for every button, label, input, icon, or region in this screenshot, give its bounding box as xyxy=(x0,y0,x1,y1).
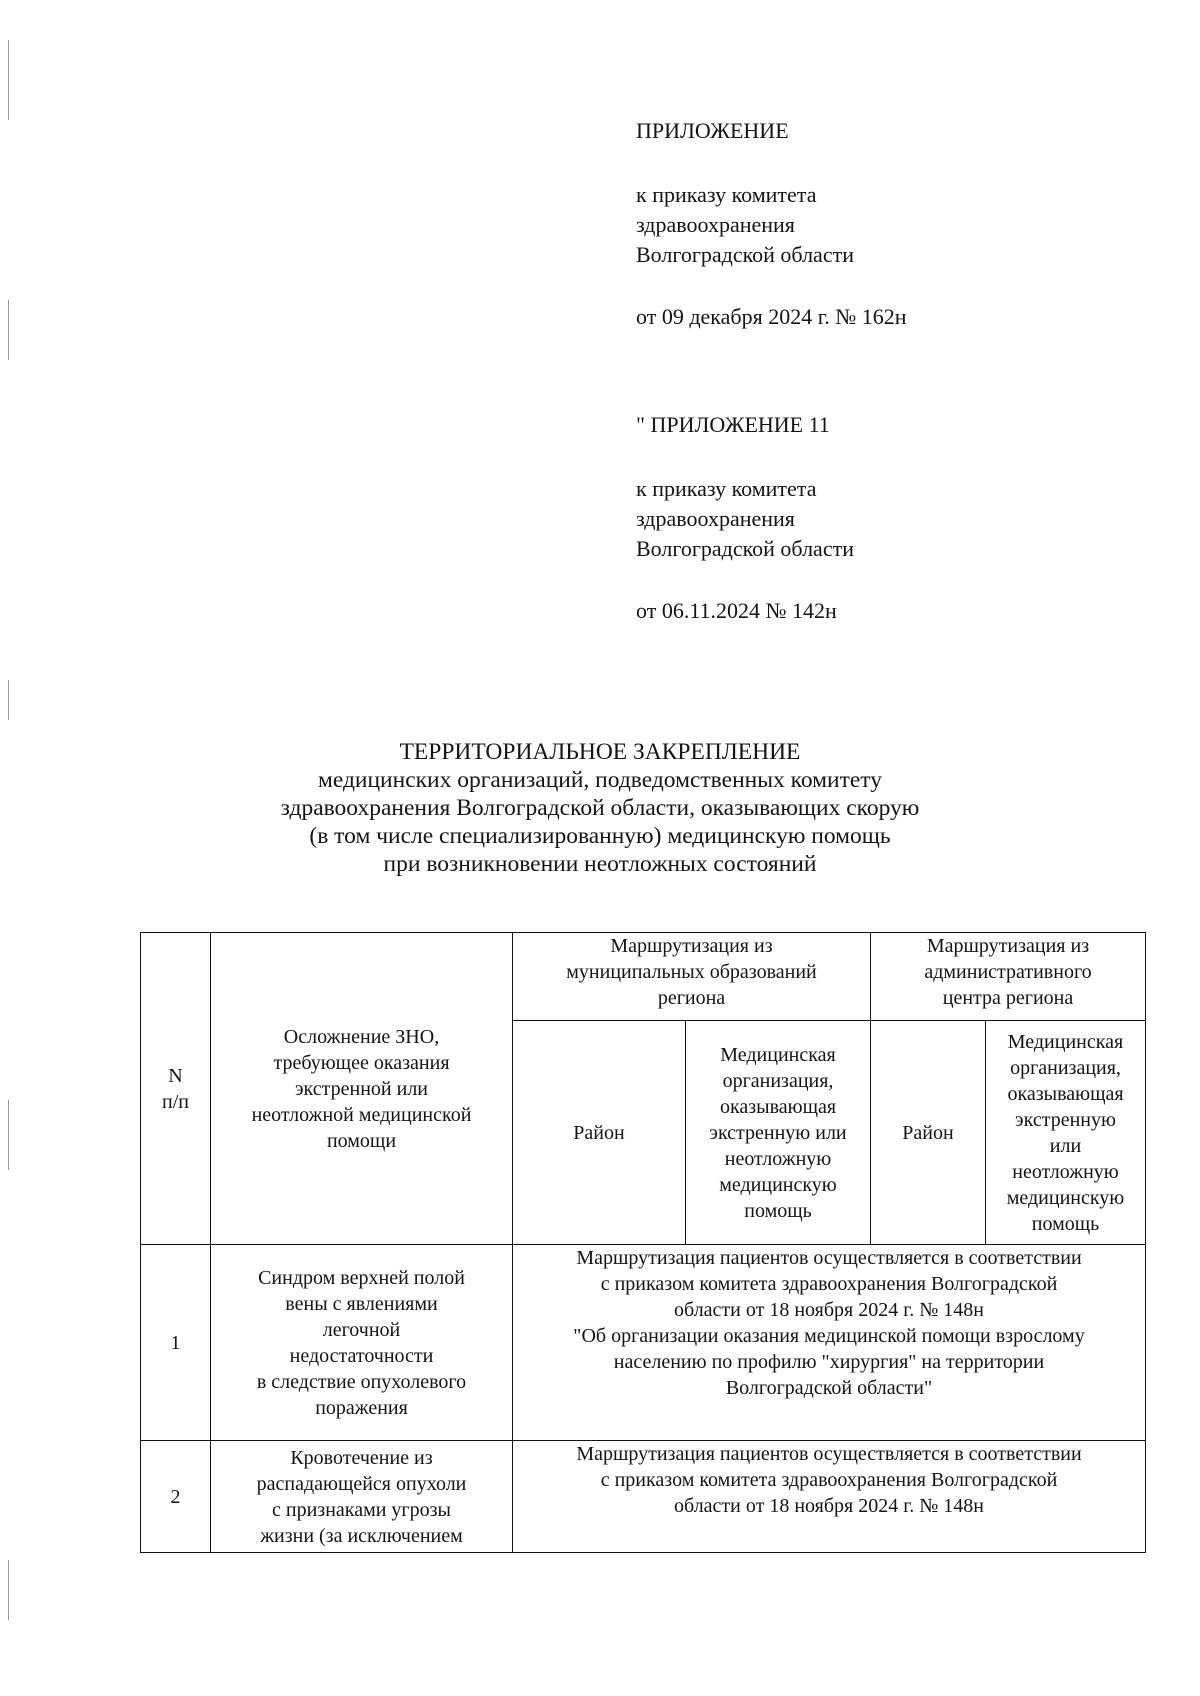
to-order-line: к приказу комитета xyxy=(636,182,817,207)
row-routing-line: населению по профилю "хирургия" на территории xyxy=(613,1351,1045,1373)
header-med-org-admin-line: или xyxy=(1049,1134,1082,1157)
amended-to-order-line: к приказу комитета xyxy=(636,476,817,501)
amended-appendix-header xyxy=(636,410,854,626)
header-routing-municipal-line: Маршрутизация из xyxy=(610,935,773,957)
header-routing-admin-line: Маршрутизация из xyxy=(926,935,1090,957)
to-order-line: здравоохранения xyxy=(636,212,795,237)
row-complication-line: Синдром верхней полой xyxy=(258,1266,465,1289)
document-title xyxy=(100,738,1100,878)
row-complication-line: Кровотечение из xyxy=(290,1446,433,1469)
header-med-org-line: экстренную или xyxy=(709,1121,847,1144)
header-med-org-line: неотложную xyxy=(724,1147,832,1170)
header-routing-municipal-line: муниципальных образований xyxy=(566,961,817,983)
header-routing-municipal xyxy=(513,933,871,1021)
row-routing-line: Маршрутизация пациентов осуществляется в соответствии xyxy=(576,1247,1082,1269)
header-med-org-line: медицинскую xyxy=(719,1173,837,1196)
row-complication-line: жизни (за исключением xyxy=(260,1524,463,1547)
header-complication-line: Осложнение ЗНО, xyxy=(283,1025,440,1048)
row-routing-line: Волгоградской области" xyxy=(725,1377,933,1399)
header-complication-line: требующее оказания xyxy=(273,1051,450,1074)
header-med-org-admin-line: неотложную xyxy=(1012,1160,1119,1183)
row-complication-line: недостаточности xyxy=(289,1344,434,1367)
table-row xyxy=(141,1245,1146,1441)
header-district-admin: Район xyxy=(871,1021,986,1245)
row-complication-line: вены с явлениями xyxy=(285,1292,438,1315)
row-routing-line: области от 18 ноября 2024 г. № 148н xyxy=(674,1299,984,1321)
title-subtitle-line: медицинских организаций, подведомственных комитету xyxy=(317,767,883,793)
header-med-org-line: оказывающая xyxy=(719,1095,837,1118)
row-routing xyxy=(513,1441,1146,1553)
amended-appendix-title: " ПРИЛОЖЕНИЕ 11 xyxy=(636,412,830,437)
appendix-header xyxy=(636,116,907,332)
to-order-line: Волгоградской области xyxy=(636,242,854,267)
header-med-org-line: помощь xyxy=(744,1199,812,1222)
header-med-org-line: Медицинская xyxy=(720,1043,836,1066)
row-routing-line: Маршрутизация пациентов осуществляется в соответствии xyxy=(576,1443,1082,1465)
header-number xyxy=(141,933,211,1245)
row-complication-line: в следствие опухолевого xyxy=(256,1370,467,1393)
header-complication-line: экстренной или xyxy=(294,1077,429,1100)
header-med-org-municipal xyxy=(686,1021,871,1245)
row-routing-line: области от 18 ноября 2024 г. № 148н xyxy=(674,1495,984,1517)
row-complication xyxy=(211,1441,513,1553)
header-routing-admin-line: административного xyxy=(924,961,1092,983)
title-subtitle-line: (в том числе специализированную) медицинскую помощь xyxy=(309,823,891,849)
row-complication-line: с признаками угрозы xyxy=(272,1498,451,1521)
table-row xyxy=(141,1441,1146,1553)
appendix-title: ПРИЛОЖЕНИЕ xyxy=(636,118,789,143)
header-routing-municipal-line: региона xyxy=(657,987,726,1009)
header-number-line: N xyxy=(168,1064,183,1087)
header-med-org-admin-line: организация, xyxy=(1010,1056,1121,1079)
header-med-org-admin xyxy=(986,1021,1146,1245)
header-complication xyxy=(211,933,513,1245)
header-routing-admin xyxy=(871,933,1146,1021)
header-med-org-admin-line: медицинскую xyxy=(1006,1186,1125,1209)
header-med-org-line: организация, xyxy=(722,1069,834,1092)
row-complication-line: легочной xyxy=(322,1318,401,1341)
row-complication-line: распадающейся опухоли xyxy=(256,1472,467,1495)
header-complication-line: неотложной медицинской xyxy=(251,1103,472,1126)
header-med-org-admin-line: Медицинская xyxy=(1007,1030,1124,1053)
header-med-org-admin-line: экстренную xyxy=(1015,1108,1116,1131)
scan-edge-mark xyxy=(8,40,9,120)
row-complication-line: поражения xyxy=(315,1396,408,1419)
row-routing-line: с приказом комитета здравоохранения Волгоградской xyxy=(600,1469,1058,1491)
scan-edge-mark xyxy=(8,680,9,720)
scan-edge-mark xyxy=(8,1560,9,1620)
order-date: от 09 декабря 2024 г. № 162н xyxy=(636,304,907,329)
scan-edge-mark xyxy=(8,1100,9,1170)
header-number-line: п/п xyxy=(162,1090,189,1113)
routing-table xyxy=(140,932,1146,1553)
row-number: 2 xyxy=(141,1441,211,1553)
row-complication xyxy=(211,1245,513,1441)
row-routing xyxy=(513,1245,1146,1441)
amended-order-date: от 06.11.2024 № 142н xyxy=(636,598,837,623)
header-district: Район xyxy=(513,1021,686,1245)
header-routing-admin-line: центра региона xyxy=(942,987,1074,1009)
amended-to-order-line: Волгоградской области xyxy=(636,536,854,561)
row-number: 1 xyxy=(141,1245,211,1441)
row-routing-line: "Об организации оказания медицинской помощи взрослому xyxy=(573,1325,1085,1347)
amended-to-order-line: здравоохранения xyxy=(636,506,795,531)
title-subtitle-line: здравоохранения Волгоградской области, оказывающих скорую xyxy=(280,795,920,821)
title-heading: ТЕРРИТОРИАЛЬНОЕ ЗАКРЕПЛЕНИЕ xyxy=(399,739,801,765)
title-subtitle-line: при возникновении неотложных состояний xyxy=(383,851,817,877)
row-routing-line: с приказом комитета здравоохранения Волгоградской xyxy=(600,1273,1058,1295)
header-med-org-admin-line: оказывающая xyxy=(1007,1082,1124,1105)
header-med-org-admin-line: помощь xyxy=(1031,1212,1100,1235)
header-complication-line: помощи xyxy=(326,1129,397,1152)
scan-edge-mark xyxy=(8,300,9,360)
